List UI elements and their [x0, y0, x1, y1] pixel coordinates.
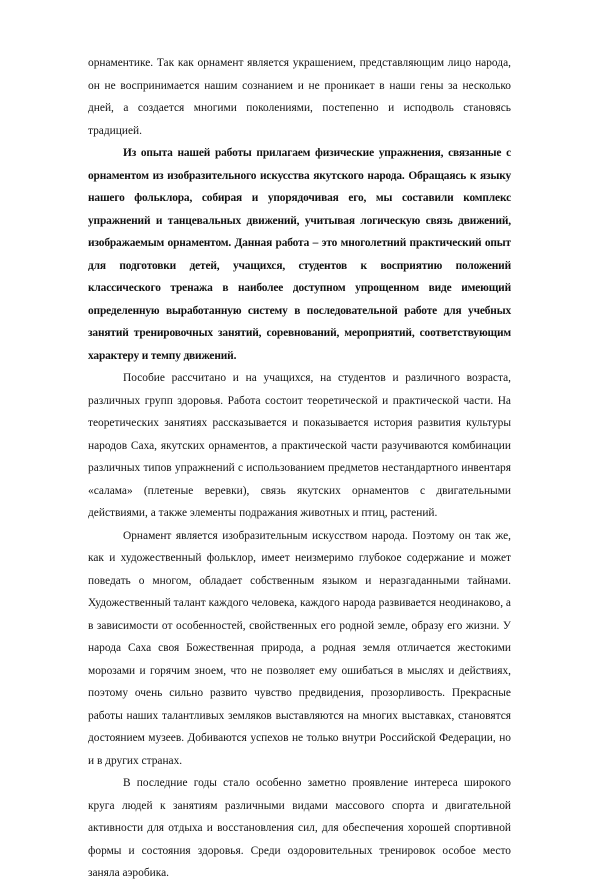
document-body — [88, 52, 511, 885]
paragraph-2-bold: Из опыта нашей работы прилагаем физические упражнения, связанные с орнаментом из изобразительного искусства якутского народа. Обращаясь к языку нашего фольклора, собирая и упорядочивая его, мы составили комплекс упражнений и танцевальных движений, учитывая логическую связь движений, изображаемым орнаментом. Данная работа – это многолетний практический опыт для подготовки детей, учащихся, студентов к восприятию положений классического тренажа в наиболее доступном упрощенном виде имеющий определенную выработанную систему в последовательной работе для учебных занятий тренировочных занятий, соревнований, мероприятий, соответствующим характеру и темпу движений. — [88, 147, 511, 362]
paragraph-3: Пособие рассчитано и на учащихся, на студентов и различного возраста, различных групп здоровья. Работа состоит теоретической и практической части. На теоретических занятиях рассказывается и показывается история развития культуры народов Саха, якутских орнаментов, а практической части разучиваются комбинации различных типов упражнений с использованием предметов нестандартного инвентаря «салама» (плетеные веревки), связь якутских орнаментов с двигательными действиями, а также элементы подражания животных и птиц, растений. — [88, 372, 511, 519]
paragraph-4: Орнамент является изобразительным искусством народа. Поэтому он так же, как и художественный фольклор, имеет неизмеримо глубокое содержание и может поведать о многом, обладает собственным языком и неразгаданными тайнами. Художественный талант каждого человека, каждого народа развивается неодинаково, а в зависимости от особенностей, свойственных его родной земле, образу его жизни. У народа Саха своя Божественная природа, а родная земля отличается жестокими морозами и горячим зноем, что не позволяет ему ошибаться в мыслях и действиях, поэтому очень сильно развито чувство предвидения, прозорливость. Прекрасные работы наших талантливых земляков выставляются на многих выставках, становятся достоянием музеев. Добиваются успехов не только внутри Российской Федерации, но и в других странах. — [88, 529, 511, 767]
paragraph-1: орнаментике. Так как орнамент является украшением, представляющим лицо народа, он не воспринимается нашим сознанием и не проникает в наши гены за несколько дней, а создается многими поколениями, постепенно и исподволь становясь традицией. — [88, 57, 511, 137]
paragraph-5: В последние годы стало особенно заметно проявление интереса широкого круга людей к занятиям различными видами массового спорта и двигательной активности для отдыха и восстановления сил, для обеспечения хорошей спортивной формы и состояния здоровья. Среди оздоровительных тренировок особое место заняла аэробика. — [88, 777, 511, 879]
